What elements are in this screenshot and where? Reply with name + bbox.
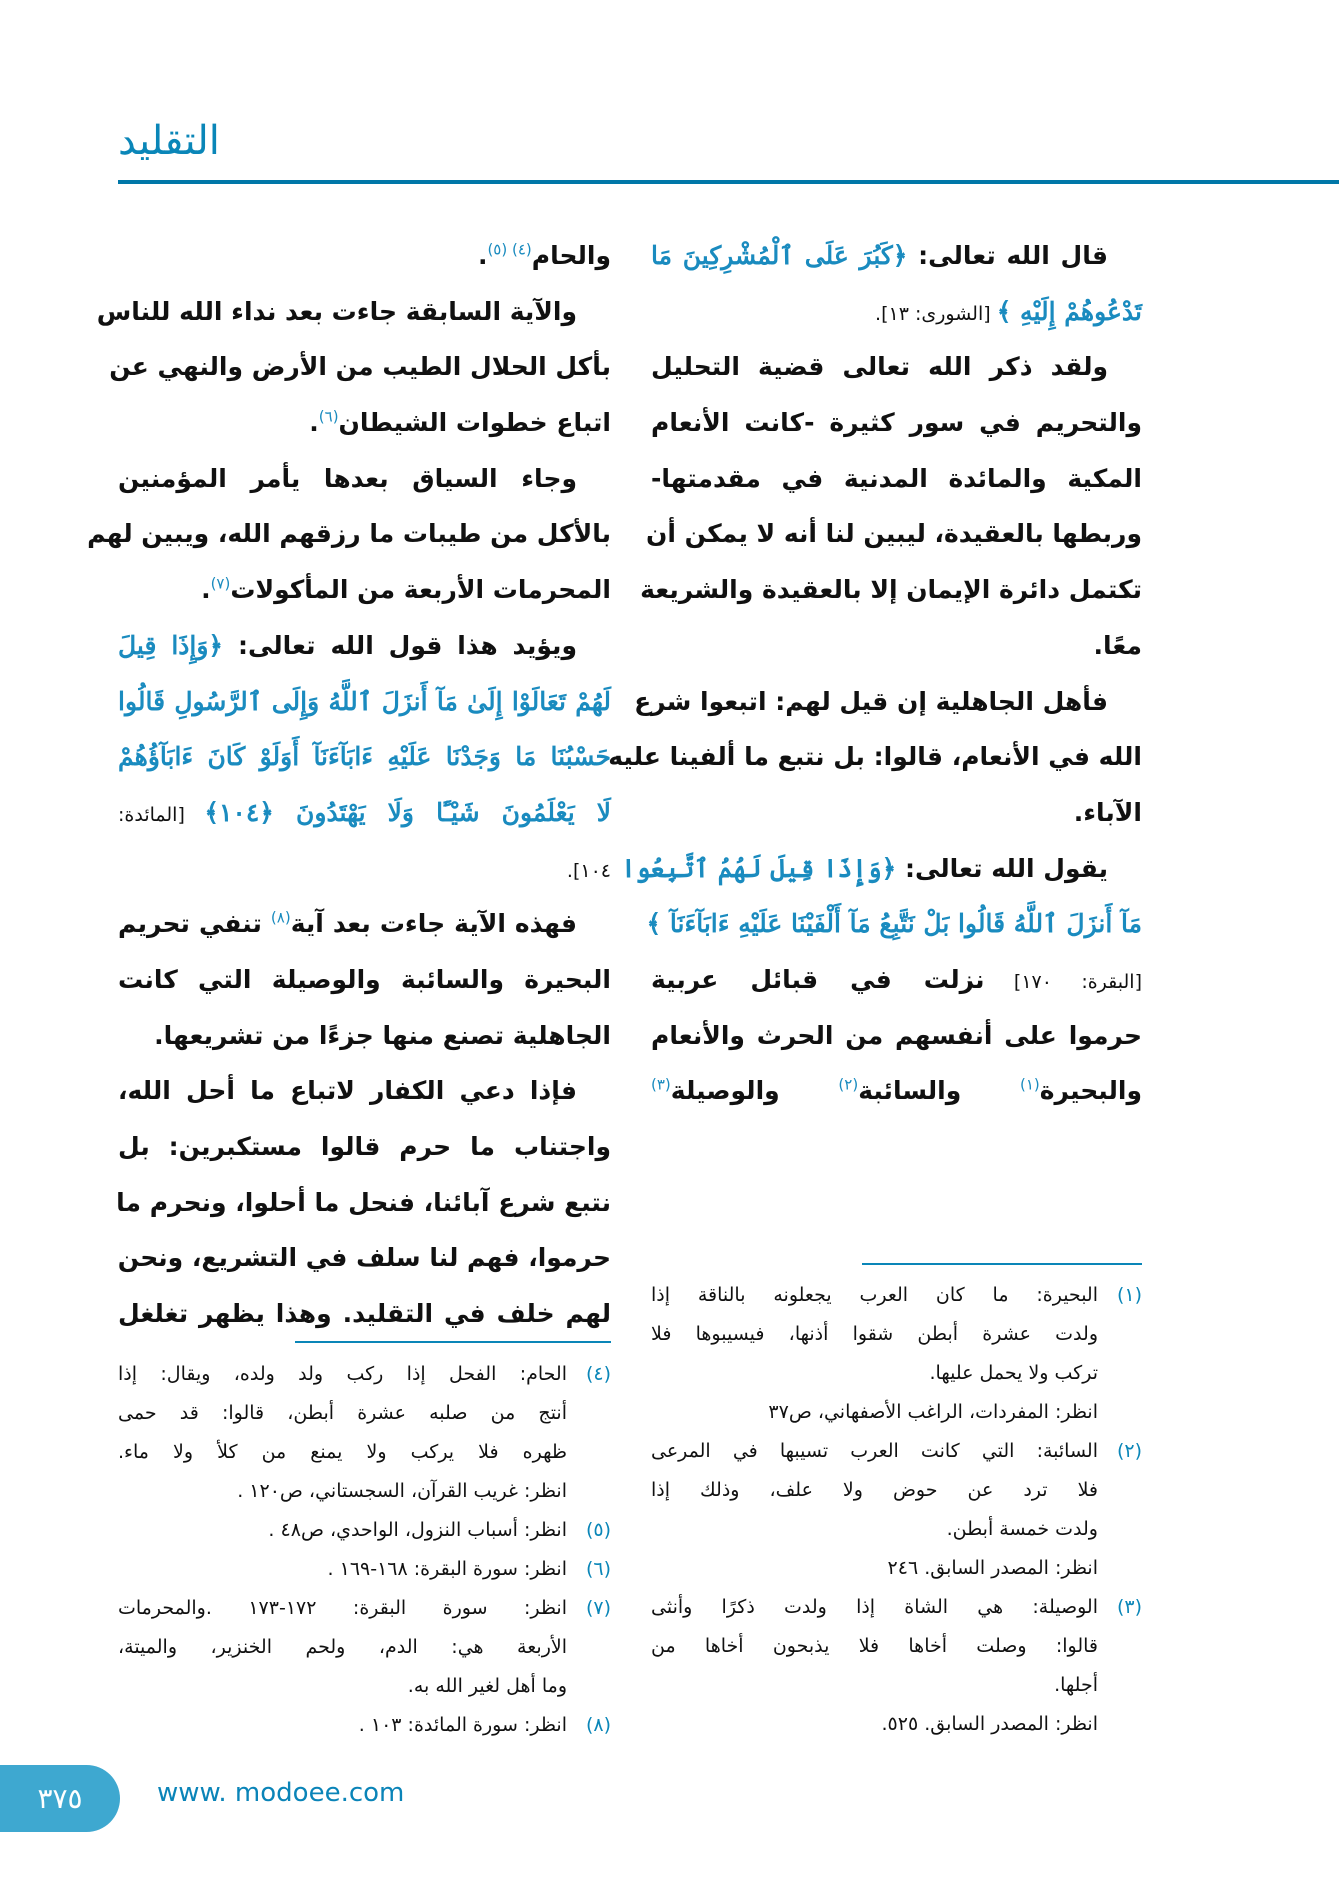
- page-number: ٣٧٥: [37, 1782, 83, 1815]
- quran-verse: ﴿وَإِذَا قِيلَ: [118, 630, 224, 660]
- text-line: [651, 395, 1142, 451]
- footnote-marker: (١): [1019, 1075, 1040, 1094]
- text-line: [87, 506, 611, 562]
- footnote-text: الأربعة هي: الدم، ولحم الخنزير، والميتة،: [118, 1636, 567, 1658]
- footnote-line: [118, 1355, 611, 1394]
- footnote-text: انظر: المصدر السابق. ٥٢٥.: [881, 1713, 1098, 1735]
- text-line: [118, 729, 611, 785]
- body-text: المكية والمائدة المدنية في مقدمتها-: [651, 463, 1142, 493]
- body-text: والتحريم في سور كثيرة -كانت الأنعام: [651, 408, 1142, 438]
- text-line: [634, 674, 1142, 730]
- left-text-column: [87, 228, 611, 1342]
- footnote-line: [118, 1706, 611, 1745]
- footnote-text: السائبة: التي كانت العرب تسيبها في المرعى: [651, 1440, 1098, 1462]
- text-line: [118, 618, 611, 674]
- footnote-text: الوصيلة: هي الشاة إذا ولدت ذكرًا وأنثى: [651, 1596, 1098, 1618]
- body-text: وربطها بالعقيدة، ليبين لنا أنه لا يمكن أن: [646, 519, 1142, 549]
- footnote-marker: (٣): [651, 1075, 671, 1094]
- text-line: [640, 562, 1142, 618]
- body-text: البحيرة والسائبة والوصيلة التي كانت: [118, 964, 611, 994]
- quran-verse: لَهُمْ تَعَالَوْا إِلَىٰ مَآ أَنزَلَ ٱللَّهُ وَإِلَى ٱلرَّسُولِ قَالُوا: [118, 686, 611, 716]
- footnote-text: البحيرة: ما كان العرب يجعلونه بالناقة إذا: [651, 1284, 1098, 1306]
- footnote-number: [1098, 1627, 1142, 1666]
- footnote-marker: (٨): [270, 908, 291, 927]
- body-text: والحام: [531, 241, 611, 270]
- quran-verse: لَا يَعْلَمُونَ شَيْـًٔا وَلَا يَهْتَدُونَ ﴿١٠٤﴾: [204, 797, 611, 827]
- footnote-line: [118, 1628, 611, 1667]
- footnote-line: [118, 1667, 611, 1706]
- body-text: .: [477, 241, 488, 270]
- footnote-number: [567, 1667, 611, 1706]
- footnote-number: (٢): [1116, 1440, 1142, 1462]
- footnote-text: انظر: سورة البقرة: ١٦٨-١٦٩ .: [327, 1558, 567, 1580]
- text-line: [118, 785, 611, 841]
- text-line: [651, 451, 1142, 507]
- text-line: [646, 506, 1142, 562]
- body-text: الجاهلية تصنع منها جزءًا من تشريعها.: [154, 1020, 611, 1050]
- text-line: [96, 284, 611, 340]
- footnote-number: (٤): [585, 1363, 611, 1385]
- footnote-text: انظر: أسباب النزول، الواحدي، ص٤٨ .: [268, 1519, 567, 1541]
- page-header-title: التقليد: [118, 118, 220, 164]
- text-line: [118, 1063, 611, 1119]
- body-text: ويؤيد هذا قول الله تعالى:: [223, 630, 577, 660]
- footnote-number: (٣): [1116, 1596, 1142, 1618]
- body-text: تنفي تحريم: [118, 909, 271, 939]
- verse-reference: ١٠٤].: [566, 859, 611, 882]
- text-line: [118, 1175, 611, 1231]
- footnote-text: أجلها.: [1054, 1674, 1098, 1696]
- text-line: [118, 841, 611, 897]
- text-line: [118, 562, 611, 618]
- page-number-badge: [0, 1765, 120, 1832]
- body-text: اتباع خطوات الشيطان: [338, 408, 611, 438]
- footnote-divider-right: [862, 1263, 1142, 1265]
- footnote-number: [1098, 1510, 1142, 1549]
- body-text: والوصيلة: [670, 1076, 839, 1106]
- quran-verse: ﴿كَبُرَ عَلَى ٱلْمُشْرِكِينَ مَا: [651, 241, 908, 270]
- text-line: [621, 841, 1142, 897]
- text-line: [118, 1286, 611, 1342]
- footnote-number: (٨): [585, 1714, 611, 1736]
- text-line: [651, 339, 1142, 395]
- footnote-text: ظهره فلا يركب ولا يمنع من كلأ ولا ماء.: [118, 1441, 567, 1463]
- footnote-text: ولدت عشرة أبطن شقوا أذنها، فيسيبوها فلا: [651, 1323, 1098, 1345]
- footnote-number: [567, 1433, 611, 1472]
- text-line: [651, 618, 1142, 674]
- footnote-number: (١): [1116, 1284, 1142, 1306]
- footnote-number: [1098, 1666, 1142, 1705]
- footnote-marker: (٧): [210, 574, 231, 593]
- body-text: لهم خلف في التقليد. وهذا يظهر تغلغل: [118, 1299, 611, 1329]
- body-text: .: [201, 575, 211, 605]
- footnote-number: [1098, 1354, 1142, 1393]
- footnote-number: [567, 1472, 611, 1511]
- footnote-number: [567, 1628, 611, 1667]
- body-text: نتبع شرع آبائنا، فنحل ما أحلوا، ونحرم ما: [116, 1187, 611, 1217]
- footnote-number: [1098, 1705, 1142, 1744]
- footnote-number: [1098, 1549, 1142, 1588]
- footnote-number: [1098, 1393, 1142, 1432]
- body-text: ولقد ذكر الله تعالى قضية التحليل: [651, 352, 1108, 382]
- text-line: [118, 451, 611, 507]
- body-text: حرموا على أنفسهم من الحرث والأنعام: [651, 1020, 1142, 1050]
- footnote-line: [651, 1315, 1142, 1354]
- footnote-marker: (٤) (٥): [487, 240, 532, 259]
- footnote-text: وما أهل لغير الله به.: [407, 1675, 567, 1697]
- footnote-line: [651, 1705, 1142, 1744]
- quran-verse: ﴿وَإِذَا قِيلَ لَهُمُ ٱتَّبِعُوا: [621, 853, 897, 883]
- footnote-text: أنتج من صلبه عشرة أبطن، قالوا: قد حمى: [118, 1402, 567, 1424]
- footnote-line: [651, 1471, 1142, 1510]
- footnotes-right: [651, 1276, 1142, 1744]
- footnote-line: [118, 1550, 611, 1589]
- body-text: والسائبة: [858, 1076, 1020, 1106]
- body-text: نزلت في قبائل عربية: [651, 964, 985, 994]
- text-line: [118, 952, 611, 1008]
- text-line: [118, 896, 611, 952]
- footnote-line: [118, 1433, 611, 1472]
- body-text: حرموا، فهم لنا سلف في التشريع، ونحن: [117, 1243, 611, 1273]
- body-text: يقول الله تعالى:: [896, 853, 1108, 883]
- footnote-text: قالوا: وصلت أخاها فلا يذبحون أخاها من: [651, 1635, 1098, 1657]
- footnote-text: انظر: المفردات، الراغب الأصفهاني، ص٣٧: [768, 1401, 1098, 1423]
- text-line: [651, 1008, 1142, 1064]
- footnote-text: تركب ولا يحمل عليها.: [929, 1362, 1098, 1384]
- footnote-line: [651, 1666, 1142, 1705]
- footnote-marker: (٦): [318, 407, 339, 426]
- text-line: [651, 284, 1142, 340]
- body-text: المحرمات الأربعة من المأكولات: [230, 575, 611, 605]
- header-divider: [118, 180, 1339, 184]
- text-line: [109, 339, 611, 395]
- text-line: [118, 1119, 611, 1175]
- footnote-marker: (٢): [838, 1075, 859, 1094]
- footnote-text: انظر: سورة البقرة: ١٧٢-١٧٣ .والمحرمات: [118, 1597, 567, 1619]
- footnote-line: [651, 1393, 1142, 1432]
- text-line: [651, 1063, 1142, 1119]
- body-text: فإذا دعي الكفار لاتباع ما أحل الله،: [118, 1076, 577, 1106]
- footnote-number: (٧): [585, 1597, 611, 1619]
- footnote-text: ولدت خمسة أبطن.: [946, 1518, 1098, 1540]
- quran-verse: حَسْبُنَا مَا وَجَدْنَا عَلَيْهِ ءَابَآءَنَآ أَوَلَوْ كَانَ ءَابَآؤُهُمْ: [118, 742, 611, 772]
- text-line: [651, 228, 1142, 284]
- text-line: [608, 729, 1142, 785]
- footnote-text: فلا ترد عن حوض ولا علف، وذلك إذا: [651, 1479, 1098, 1501]
- footnote-text: انظر: المصدر السابق. ٢٤٦: [887, 1557, 1098, 1579]
- verse-reference: [الشورى: ١٣].: [875, 302, 997, 325]
- footnote-line: [651, 1276, 1142, 1315]
- text-line: [646, 896, 1142, 952]
- body-text: والبحيرة: [1039, 1076, 1142, 1106]
- footnote-line: [118, 1589, 611, 1628]
- footnote-line: [651, 1549, 1142, 1588]
- footnote-number: [1098, 1315, 1142, 1354]
- footnote-text: انظر: غريب القرآن، السجستاني، ص١٢٠ .: [237, 1480, 567, 1502]
- body-text: بالأكل من طيبات ما رزقهم الله، ويبين لهم: [87, 519, 611, 549]
- footnote-line: [118, 1511, 611, 1550]
- footnote-number: (٦): [585, 1558, 611, 1580]
- footnote-divider-left: [295, 1341, 611, 1343]
- body-text: بأكل الحلال الطيب من الأرض والنهي عن: [109, 352, 611, 382]
- text-line: [118, 1230, 611, 1286]
- right-text-column: [608, 228, 1142, 1119]
- footnote-text: الحام: الفحل إذا ركب ولد ولده، ويقال: إذا: [118, 1363, 567, 1385]
- text-line: [118, 395, 611, 451]
- footnote-line: [651, 1432, 1142, 1471]
- footnote-line: [651, 1627, 1142, 1666]
- body-text: معًا.: [1093, 630, 1142, 660]
- body-text: فأهل الجاهلية إن قيل لهم: اتبعوا شرع: [634, 686, 1108, 716]
- footnote-number: [1098, 1471, 1142, 1510]
- body-text: وجاء السياق بعدها يأمر المؤمنين: [118, 463, 577, 493]
- text-line: [651, 785, 1142, 841]
- body-text: فهذه الآية جاءت بعد آية: [290, 909, 577, 939]
- quran-verse: مَآ أَنزَلَ ٱللَّهُ قَالُوا بَلْ نَتَّبِعُ مَآ أَلْفَيْنَا عَلَيْهِ ءَابَآءَنَآ ﴾: [646, 909, 1142, 939]
- body-text: تكتمل دائرة الإيمان إلا بالعقيدة والشريعة: [640, 575, 1142, 605]
- body-text: .: [309, 408, 319, 438]
- verse-reference: [البقرة: ١٧٠]: [984, 970, 1142, 993]
- footnote-number: [567, 1394, 611, 1433]
- body-text: والآية السابقة جاءت بعد نداء الله للناس: [96, 296, 577, 326]
- quran-verse: تَدْعُوهُمْ إِلَيْهِ ﴾: [996, 296, 1142, 326]
- footnotes-left: [118, 1355, 611, 1745]
- text-line: [118, 1008, 611, 1064]
- text-line: [118, 674, 611, 730]
- body-text: الله في الأنعام، قالوا: بل نتبع ما ألفينا عليه: [608, 742, 1142, 772]
- footnote-line: [651, 1510, 1142, 1549]
- footnote-number: (٥): [585, 1519, 611, 1541]
- body-text: الآباء.: [1073, 797, 1142, 827]
- text-line: [651, 952, 1142, 1008]
- footnote-line: [118, 1394, 611, 1433]
- footnote-line: [651, 1588, 1142, 1627]
- body-text: قال الله تعالى:: [907, 241, 1108, 270]
- verse-reference: [المائدة:: [118, 803, 205, 826]
- website-link[interactable]: www. modoee.com: [157, 1778, 405, 1808]
- text-line: [118, 228, 611, 284]
- footnote-line: [651, 1354, 1142, 1393]
- body-text: واجتناب ما حرم قالوا مستكبرين: بل: [118, 1132, 611, 1161]
- footnote-text: انظر: سورة المائدة: ١٠٣ .: [358, 1714, 567, 1736]
- footnote-line: [118, 1472, 611, 1511]
